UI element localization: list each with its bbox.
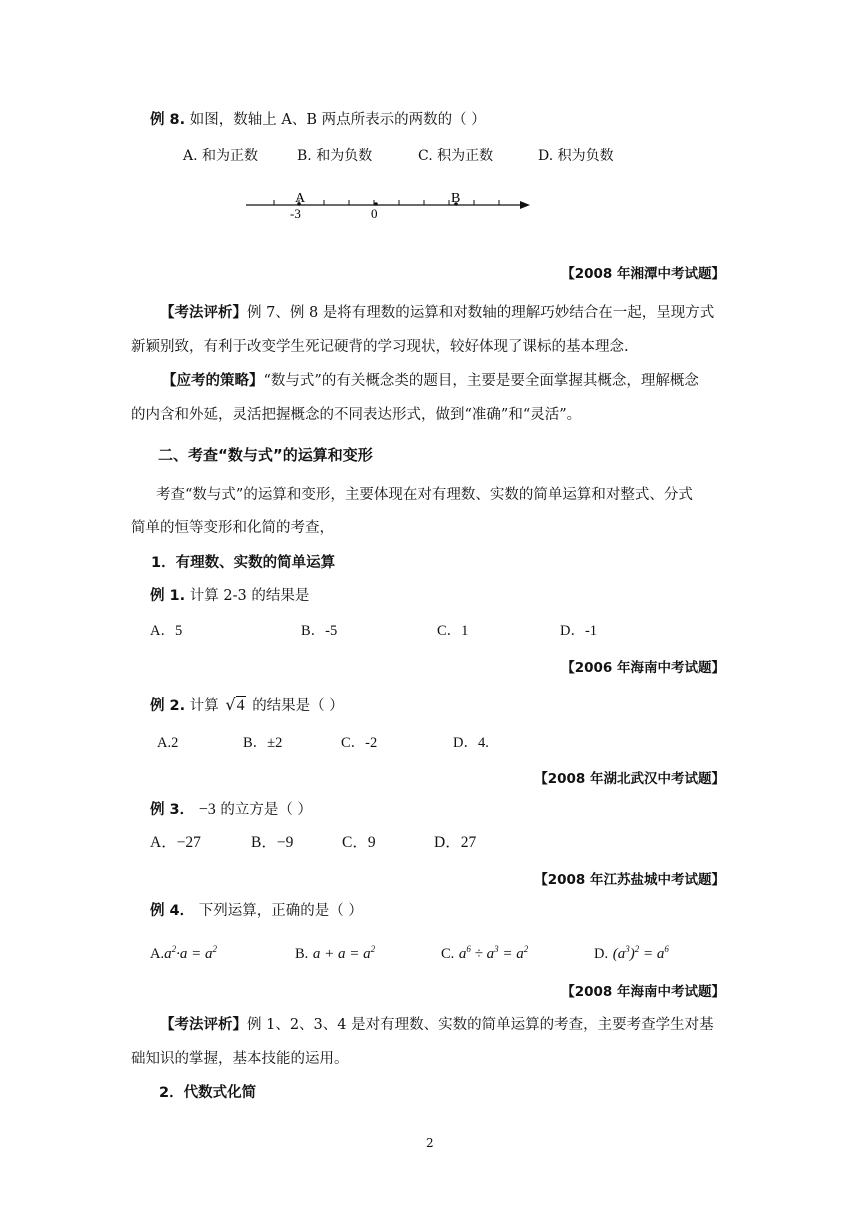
- ex4-option-a: $A.a^2\cdot a = a^2$: [150, 944, 217, 962]
- ex1-option-c: C．1: [437, 623, 469, 639]
- ex4-option-c-formula: $a^6 \div a^3 = a^2$: [458, 944, 529, 962]
- analysis1-line2: 新颖别致，有利于改变学生死记硬背的学习现状，较好体现了课标的基本理念.: [131, 339, 629, 355]
- ex4-stem: 下列运算，正确的是（ ）: [198, 903, 363, 919]
- sqrt-radicand: 4: [236, 697, 245, 714]
- ex4-source: 【2008 年海南中考试题】: [561, 984, 725, 1000]
- ex4-option-d: D. $(a^3)^2 = a^6$: [594, 944, 669, 962]
- ex4-question: [150, 902, 363, 920]
- number-line-ticks: [274, 200, 499, 205]
- strategy-line2: 的内含和外延，灵活把握概念的不同表达形式，做到“准确”和“灵活”。: [131, 407, 582, 423]
- analysis1-head: 【考法评析】: [160, 305, 247, 321]
- strategy-head: 【应考的策略】: [162, 373, 264, 389]
- analysis2-line1: 【考法评析】例 1、2、3、4 是对有理数、实数的简单运算的考查，主要考查学生对基: [160, 1017, 714, 1033]
- ex4-option-a-formula: $a^2\cdot a = a^2$: [164, 944, 217, 962]
- ex8-option-a: A. 和为正数: [183, 148, 259, 164]
- ex8-source: 【2008 年湘潭中考试题】: [561, 266, 725, 282]
- ex8-option-c: C. 积为正数: [418, 148, 494, 164]
- tick-label-neg3: -3: [290, 206, 301, 221]
- ex3-label: 例 3．: [150, 802, 195, 818]
- ex2-option-a: A.2: [157, 735, 179, 751]
- ex4-option-c: C. $a^6 \div a^3 = a^2$: [441, 944, 529, 962]
- ex3-source: 【2008 年江苏盐城中考试题】: [534, 872, 725, 888]
- analysis1-line1: 【考法评析】例 7、例 8 是将有理数的运算和对数轴的理解巧妙结合在一起，呈现方式: [160, 305, 715, 321]
- sub2-heading: 2．代数式化简: [159, 1085, 257, 1101]
- ex4-option-d-formula: $(a^3)^2 = a^6$: [612, 944, 669, 962]
- ex3-question: 例 3． −3 的立方是（ ）: [150, 801, 312, 818]
- number-line-arrow: [520, 201, 530, 209]
- ex2-option-c: C．-2: [341, 735, 378, 751]
- section2-intro-line1: 考查“数与式”的运算和变形，主要体现在对有理数、实数的简单运算和对整式、分式: [156, 487, 693, 503]
- ex8-option-d: D. 积为负数: [538, 148, 614, 164]
- analysis2-line2: 础知识的掌握，基本技能的运用。: [131, 1051, 349, 1067]
- ex1-stem: 计算 2-3 的结果是: [189, 588, 310, 604]
- section2-heading: 二、考查“数与式”的运算和变形: [158, 446, 373, 464]
- ex2-option-b: B．±2: [243, 735, 283, 751]
- page-number: 2: [426, 1136, 434, 1150]
- sqrt-4-expression: √4: [225, 695, 245, 714]
- sub1-heading: 1．有理数、实数的简单运算: [151, 555, 336, 571]
- ex4-option-b: B. $a + a = a^2$: [295, 944, 376, 962]
- ex8-label: 例 8.: [150, 112, 186, 128]
- number-line-figure: [240, 185, 540, 223]
- ex8-stem: 如图，数轴上 A、B 两点所表示的两数的（ ）: [189, 112, 486, 128]
- tick-label-0: 0: [371, 206, 378, 221]
- ex4-option-b-formula: $a + a = a^2$: [312, 944, 376, 962]
- ex4-label: 例 4．: [150, 903, 195, 919]
- ex1-source: 【2006 年海南中考试题】: [561, 660, 725, 676]
- ex1-question: [150, 587, 309, 605]
- ex3-option-d: D．27: [434, 834, 477, 851]
- ex2-source: 【2008 年湖北武汉中考试题】: [534, 771, 725, 787]
- ex3-option-b: B．−9: [251, 834, 294, 851]
- section2-intro-line2: 简单的恒等变形和化简的考查，: [131, 520, 334, 536]
- ex1-label: 例 1.: [150, 588, 186, 604]
- ex3-option-a: A．−27: [150, 834, 201, 851]
- analysis2-head: 【考法评析】: [160, 1017, 247, 1033]
- ex1-option-b: B．-5: [301, 623, 338, 639]
- ex2-question: 例 2. 计算 √4 的结果是（ ）: [150, 695, 344, 714]
- point-b-label: B: [451, 191, 461, 206]
- ex3-number: −3: [198, 801, 216, 818]
- ex2-option-d: D．4.: [453, 735, 489, 751]
- strategy-line1: 【应考的策略】“数与式”的有关概念类的题目，主要是要全面掌握其概念，理解概念: [162, 373, 699, 389]
- ex1-option-d: D．-1: [560, 623, 598, 639]
- ex3-option-c: C．9: [342, 834, 376, 851]
- ex8-question: [150, 111, 486, 129]
- ex1-option-a: A．5: [150, 623, 183, 639]
- ex2-label: 例 2.: [150, 698, 186, 714]
- point-a-label: A: [295, 191, 306, 206]
- ex8-option-b: B. 和为负数: [297, 148, 373, 164]
